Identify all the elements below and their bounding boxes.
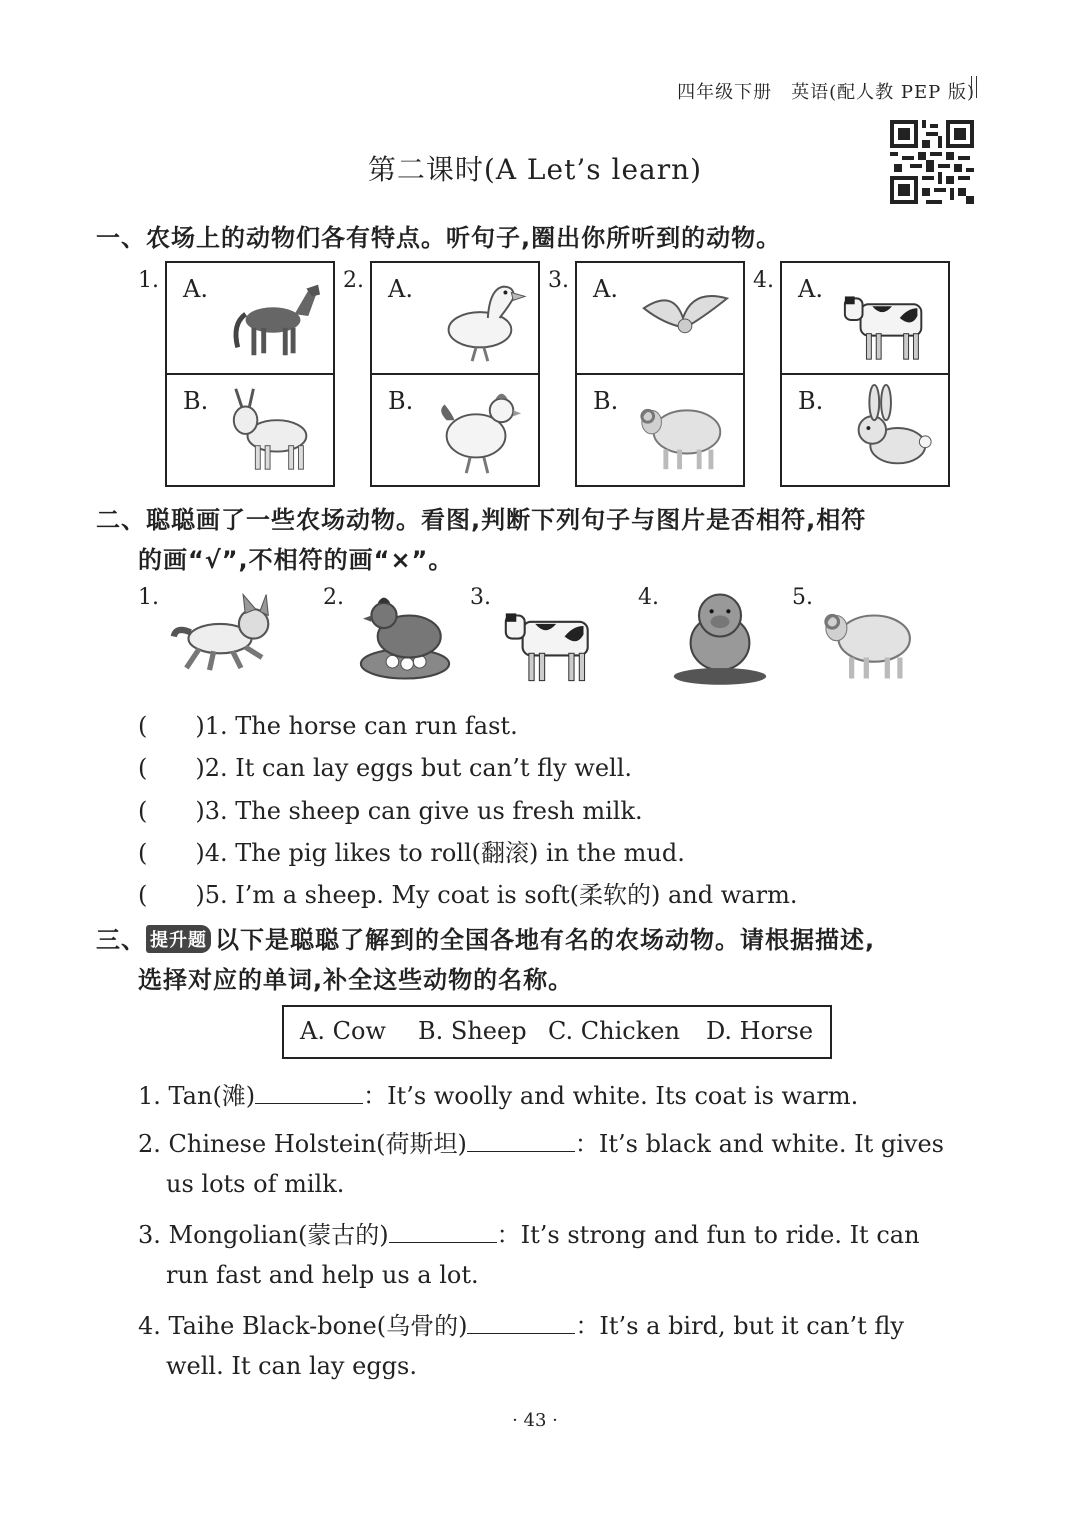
choice-label: B. <box>388 387 414 415</box>
question-4-choices <box>780 261 950 487</box>
question-number-4: 4. <box>753 268 774 293</box>
sentence-4: ( )4. The pig likes to roll(翻滚) in the mud. <box>138 839 685 867</box>
section3-prefix: 三、 <box>96 926 146 954</box>
choice-4-b[interactable] <box>782 375 948 485</box>
question-number-3: 3. <box>548 268 569 293</box>
duck-icon <box>428 269 528 367</box>
question-number-1: 1. <box>138 268 159 293</box>
choice-label: A. <box>183 275 208 303</box>
sentence-3: ( )3. The sheep can give us fresh milk. <box>138 797 643 825</box>
option-c: C. Chicken <box>548 1017 680 1045</box>
question-1-choices <box>165 261 335 487</box>
choice-2-a[interactable] <box>372 263 538 375</box>
fill-item-3-lead: 3. Mongolian(蒙古的) <box>138 1221 389 1249</box>
picture-number-1: 1. <box>138 585 159 610</box>
picture-number-2: 2. <box>323 585 344 610</box>
choice-1-a[interactable] <box>167 263 333 375</box>
choice-label: A. <box>798 275 823 303</box>
fill-item-1-rest: ：It’s woolly and white. Its coat is warm. <box>363 1082 859 1110</box>
sheep-icon <box>815 584 925 689</box>
question-number-2: 2. <box>343 268 364 293</box>
cow-icon <box>497 584 607 689</box>
choice-label: B. <box>183 387 209 415</box>
word-options-box <box>282 1005 832 1059</box>
choice-label: B. <box>798 387 824 415</box>
option-d: D. Horse <box>706 1017 814 1045</box>
section1-instruction: 一、农场上的动物们各有特点。听句子,圈出你所听到的动物。 <box>96 224 782 252</box>
option-a: A. Cow <box>300 1017 386 1045</box>
hen-icon <box>350 584 460 689</box>
header-bar <box>971 76 977 98</box>
sheep-icon <box>633 381 733 479</box>
fill-item-4-lead: 4. Taihe Black-bone(乌骨的) <box>138 1312 468 1340</box>
fill-item-2-lead: 2. Chinese Holstein(荷斯坦) <box>138 1130 467 1158</box>
section3-instruction-line1 <box>96 920 875 955</box>
picture-number-3: 3. <box>470 585 491 610</box>
section3-instruction-text: 以下是聪聪了解到的全国各地有名的农场动物。请根据描述, <box>215 926 876 954</box>
sentence-1: ( )1. The horse can run fast. <box>138 712 518 740</box>
page-header: 四年级下册 英语(配人教 PEP 版) <box>677 82 975 103</box>
sentence-2: ( )2. It can lay eggs but can’t fly well. <box>138 754 633 782</box>
fill-item-4-cont: well. It can lay eggs. <box>166 1352 417 1380</box>
advanced-tag: 提升题 <box>146 925 211 953</box>
section3-instruction-line2: 选择对应的单词,补全这些动物的名称。 <box>138 966 574 994</box>
choice-label: A. <box>388 275 413 303</box>
rabbit-icon <box>838 381 938 479</box>
option-b: B. Sheep <box>418 1017 527 1045</box>
goat-icon <box>223 381 323 479</box>
answer-blank-1[interactable] <box>255 1081 363 1104</box>
fill-item-1 <box>138 1076 858 1111</box>
lesson-title: 第二课时(A Let’s learn) <box>367 153 703 186</box>
fill-item-1-lead: 1. Tan(滩) <box>138 1082 256 1110</box>
choice-2-b[interactable] <box>372 375 538 485</box>
fill-item-2-rest: ：It’s black and white. It gives <box>574 1130 944 1158</box>
horse-icon <box>223 269 323 367</box>
dog-icon <box>165 584 275 689</box>
section2-instruction-line1: 二、聪聪画了一些农场动物。看图,判断下列句子与图片是否相符,相符 <box>96 506 867 534</box>
hen-icon <box>428 381 528 479</box>
fill-item-3 <box>138 1215 920 1250</box>
choice-4-a[interactable] <box>782 263 948 375</box>
picture-number-5: 5. <box>792 585 813 610</box>
choice-label: A. <box>593 275 618 303</box>
fill-item-3-cont: run fast and help us a lot. <box>166 1261 479 1289</box>
section2-instruction-line2: 的画“√”,不相符的画“×”。 <box>138 546 454 574</box>
sentence-5: ( )5. I’m a sheep. My coat is soft(柔软的) and warm. <box>138 881 798 909</box>
page-number: · 43 · <box>512 1410 558 1431</box>
cow-icon <box>838 269 938 367</box>
fill-item-2-cont: us lots of milk. <box>166 1170 345 1198</box>
choice-3-a[interactable] <box>577 263 743 375</box>
question-2-choices <box>370 261 540 487</box>
fill-item-3-rest: ：It’s strong and fun to ride. It can <box>496 1221 920 1249</box>
fill-item-4-rest: ：It’s a bird, but it can’t fly <box>575 1312 904 1340</box>
answer-blank-3[interactable] <box>389 1220 497 1243</box>
fill-item-4 <box>138 1306 904 1341</box>
picture-number-4: 4. <box>638 585 659 610</box>
choice-label: B. <box>593 387 619 415</box>
bird-icon <box>633 269 733 367</box>
answer-blank-2[interactable] <box>467 1129 575 1152</box>
question-3-choices <box>575 261 745 487</box>
choice-3-b[interactable] <box>577 375 743 485</box>
fill-item-2 <box>138 1124 944 1159</box>
answer-blank-4[interactable] <box>467 1311 575 1334</box>
pig-icon <box>665 584 775 689</box>
choice-1-b[interactable] <box>167 375 333 485</box>
